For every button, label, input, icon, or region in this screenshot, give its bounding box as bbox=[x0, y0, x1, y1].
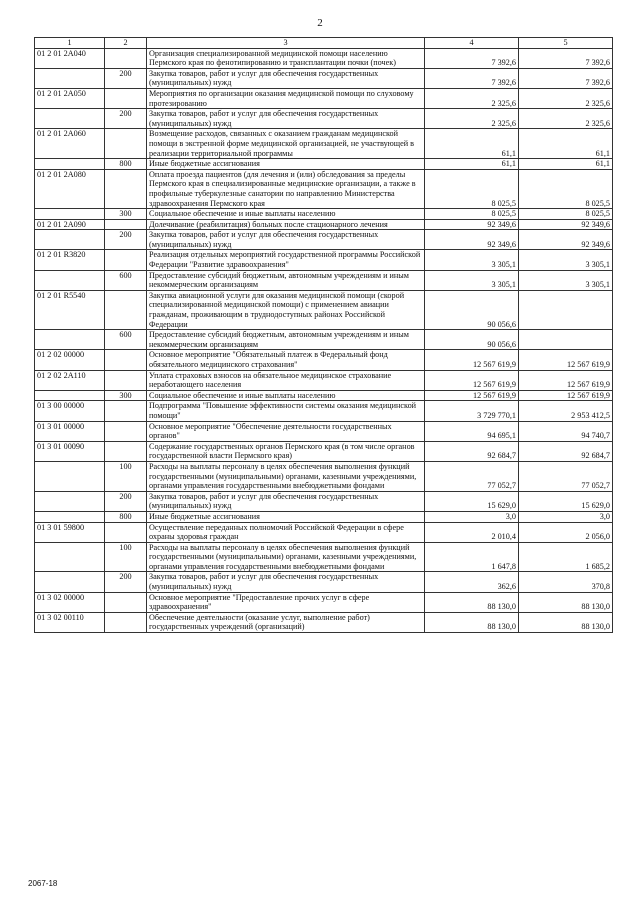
row-value-2: 61,1 bbox=[519, 159, 613, 170]
row-code bbox=[35, 209, 105, 220]
row-value-2 bbox=[519, 290, 613, 329]
table-row bbox=[35, 390, 613, 401]
row-expense-type: 200 bbox=[105, 68, 147, 88]
row-name: Закупка товаров, работ и услуг для обеспечения государственных (муниципальных) нужд bbox=[147, 491, 425, 511]
row-name: Предоставление субсидий бюджетным, автономным учреждениям и иным некоммерческим организациям bbox=[147, 270, 425, 290]
row-expense-type bbox=[105, 250, 147, 270]
table-row bbox=[35, 401, 613, 421]
header-col-1: 1 bbox=[35, 38, 105, 49]
row-value-1: 3 729 770,1 bbox=[425, 401, 519, 421]
row-name: Социальное обеспечение и иные выплаты населению bbox=[147, 390, 425, 401]
row-value-2: 1 685,2 bbox=[519, 542, 613, 572]
row-code: 01 2 02 00000 bbox=[35, 350, 105, 370]
table-row bbox=[35, 219, 613, 230]
row-expense-type bbox=[105, 421, 147, 441]
row-code bbox=[35, 390, 105, 401]
row-value-1: 2 010,4 bbox=[425, 522, 519, 542]
row-expense-type bbox=[105, 401, 147, 421]
row-value-1: 8 025,5 bbox=[425, 169, 519, 208]
table-row bbox=[35, 250, 613, 270]
row-value-1: 61,1 bbox=[425, 159, 519, 170]
row-value-1: 77 052,7 bbox=[425, 461, 519, 491]
table-row bbox=[35, 511, 613, 522]
table-row bbox=[35, 350, 613, 370]
row-expense-type: 300 bbox=[105, 390, 147, 401]
row-expense-type: 100 bbox=[105, 461, 147, 491]
row-name: Подпрограмма "Повышение эффективности системы оказания медицинской помощи" bbox=[147, 401, 425, 421]
row-name: Обеспечение деятельности (оказание услуг, выполнение работ) государственных учреждений (организаций) bbox=[147, 612, 425, 632]
row-value-2: 370,8 bbox=[519, 572, 613, 592]
row-value-1: 7 392,6 bbox=[425, 68, 519, 88]
row-code: 01 2 02 2А110 bbox=[35, 370, 105, 390]
table-row bbox=[35, 370, 613, 390]
row-expense-type: 800 bbox=[105, 159, 147, 170]
header-col-4: 4 bbox=[425, 38, 519, 49]
table-row bbox=[35, 542, 613, 572]
row-value-1: 88 130,0 bbox=[425, 592, 519, 612]
row-name: Социальное обеспечение и иные выплаты населению bbox=[147, 209, 425, 220]
table-row bbox=[35, 421, 613, 441]
row-value-2 bbox=[519, 330, 613, 350]
row-expense-type: 100 bbox=[105, 542, 147, 572]
row-code: 01 3 01 00090 bbox=[35, 441, 105, 461]
row-value-1: 12 567 619,9 bbox=[425, 390, 519, 401]
table-row bbox=[35, 270, 613, 290]
row-expense-type bbox=[105, 169, 147, 208]
row-code bbox=[35, 330, 105, 350]
row-code bbox=[35, 542, 105, 572]
table-row bbox=[35, 441, 613, 461]
row-code: 01 2 01 R5540 bbox=[35, 290, 105, 329]
row-value-1: 92 684,7 bbox=[425, 441, 519, 461]
row-code: 01 2 01 2А090 bbox=[35, 219, 105, 230]
row-value-2: 12 567 619,9 bbox=[519, 370, 613, 390]
row-value-2: 3 305,1 bbox=[519, 250, 613, 270]
row-value-1: 8 025,5 bbox=[425, 209, 519, 220]
row-code: 01 3 02 00110 bbox=[35, 612, 105, 632]
row-value-2: 61,1 bbox=[519, 129, 613, 159]
row-name: Оплата проезда пациентов (для лечения и (или) обследования за пределы Пермского края в специализированные медицинские организации, а также в профильные туберкулезные санатории по направлению Министерства здравоохранения Пермского края bbox=[147, 169, 425, 208]
row-value-2: 7 392,6 bbox=[519, 68, 613, 88]
page-number: 2 bbox=[317, 17, 323, 29]
row-value-1: 1 647,8 bbox=[425, 542, 519, 572]
row-code: 01 2 01 2А040 bbox=[35, 48, 105, 68]
row-value-1: 362,6 bbox=[425, 572, 519, 592]
table-row bbox=[35, 169, 613, 208]
row-value-2: 3 305,1 bbox=[519, 270, 613, 290]
row-code bbox=[35, 159, 105, 170]
budget-table bbox=[34, 37, 613, 633]
row-value-1: 88 130,0 bbox=[425, 612, 519, 632]
row-name: Содержание государственных органов Пермского края (в том числе органов государственной власти Пермского края) bbox=[147, 441, 425, 461]
row-expense-type bbox=[105, 522, 147, 542]
row-name: Иные бюджетные ассигнования bbox=[147, 159, 425, 170]
row-name: Предоставление субсидий бюджетным, автономным учреждениям и иным некоммерческим организациям bbox=[147, 330, 425, 350]
row-value-2: 3,0 bbox=[519, 511, 613, 522]
row-value-1: 3 305,1 bbox=[425, 250, 519, 270]
row-expense-type bbox=[105, 370, 147, 390]
row-value-2: 8 025,5 bbox=[519, 169, 613, 208]
row-value-2: 7 392,6 bbox=[519, 48, 613, 68]
table-row bbox=[35, 230, 613, 250]
row-name: Закупка товаров, работ и услуг для обеспечения государственных (муниципальных) нужд bbox=[147, 109, 425, 129]
row-code: 01 2 01 2А060 bbox=[35, 129, 105, 159]
row-name: Иные бюджетные ассигнования bbox=[147, 511, 425, 522]
table-row bbox=[35, 522, 613, 542]
table-row bbox=[35, 109, 613, 129]
row-value-2: 92 349,6 bbox=[519, 219, 613, 230]
row-value-1: 61,1 bbox=[425, 129, 519, 159]
row-expense-type bbox=[105, 88, 147, 108]
row-expense-type bbox=[105, 350, 147, 370]
row-value-2: 2 953 412,5 bbox=[519, 401, 613, 421]
row-code: 01 3 02 00000 bbox=[35, 592, 105, 612]
row-code bbox=[35, 270, 105, 290]
row-expense-type: 200 bbox=[105, 109, 147, 129]
row-value-1: 12 567 619,9 bbox=[425, 370, 519, 390]
row-name: Организация специализированной медицинской помощи населению Пермского края по фенотипированию и трансплантации почки (почек) bbox=[147, 48, 425, 68]
row-code bbox=[35, 109, 105, 129]
row-value-2: 12 567 619,9 bbox=[519, 390, 613, 401]
row-expense-type bbox=[105, 129, 147, 159]
row-value-2: 92 349,6 bbox=[519, 230, 613, 250]
row-name: Закупка товаров, работ и услуг для обеспечения государственных (муниципальных) нужд bbox=[147, 68, 425, 88]
row-name: Расходы на выплаты персоналу в целях обеспечения выполнения функций государственными (муниципальными) органами, казенными учреждениями, органами управления государственными внебюджетными фондами bbox=[147, 461, 425, 491]
table-row bbox=[35, 159, 613, 170]
row-value-2: 2 325,6 bbox=[519, 88, 613, 108]
header-col-2: 2 bbox=[105, 38, 147, 49]
row-value-1: 2 325,6 bbox=[425, 109, 519, 129]
row-value-1: 92 349,6 bbox=[425, 219, 519, 230]
row-value-1: 90 056,6 bbox=[425, 330, 519, 350]
row-code: 01 2 01 2А050 bbox=[35, 88, 105, 108]
row-name: Закупка товаров, работ и услуг для обеспечения государственных (муниципальных) нужд bbox=[147, 230, 425, 250]
row-name: Основное мероприятие "Предоставление прочих услуг в сфере здравоохранения" bbox=[147, 592, 425, 612]
row-value-1: 90 056,6 bbox=[425, 290, 519, 329]
table-row bbox=[35, 290, 613, 329]
row-name: Возмещение расходов, связанных с оказанием гражданам медицинской помощи в экстренной форме медицинской организацией, не участвующей в реализации территориальной программы bbox=[147, 129, 425, 159]
row-value-2: 88 130,0 bbox=[519, 592, 613, 612]
table-row bbox=[35, 88, 613, 108]
row-expense-type bbox=[105, 612, 147, 632]
row-value-1: 7 392,6 bbox=[425, 48, 519, 68]
table-row bbox=[35, 48, 613, 68]
row-value-2: 12 567 619,9 bbox=[519, 350, 613, 370]
table-row bbox=[35, 592, 613, 612]
row-value-1: 15 629,0 bbox=[425, 491, 519, 511]
row-expense-type: 600 bbox=[105, 330, 147, 350]
row-code bbox=[35, 572, 105, 592]
row-value-2: 88 130,0 bbox=[519, 612, 613, 632]
row-expense-type bbox=[105, 592, 147, 612]
row-expense-type: 800 bbox=[105, 511, 147, 522]
row-code bbox=[35, 68, 105, 88]
row-name: Осуществление переданных полномочий Российской Федерации в сфере охраны здоровья граждан bbox=[147, 522, 425, 542]
row-expense-type: 200 bbox=[105, 572, 147, 592]
row-value-1: 3 305,1 bbox=[425, 270, 519, 290]
row-name: Долечивание (реабилитация) больных после стационарного лечения bbox=[147, 219, 425, 230]
row-value-2: 2 056,0 bbox=[519, 522, 613, 542]
row-name: Закупка авиационной услуги для оказания медицинской помощи (скорой специализированной медицинской помощи) с применением авиации гражданам, проживающим в труднодоступных районах Российской Федерации bbox=[147, 290, 425, 329]
table-row bbox=[35, 491, 613, 511]
row-name: Уплата страховых взносов на обязательное медицинское страхование неработающего населения bbox=[147, 370, 425, 390]
row-code: 01 3 01 00000 bbox=[35, 421, 105, 441]
row-code bbox=[35, 461, 105, 491]
row-name: Реализация отдельных мероприятий государственной программы Российской Федерации "Развитие здравоохранения" bbox=[147, 250, 425, 270]
row-code: 01 3 01 59800 bbox=[35, 522, 105, 542]
row-expense-type bbox=[105, 48, 147, 68]
row-value-2: 15 629,0 bbox=[519, 491, 613, 511]
row-value-1: 3,0 bbox=[425, 511, 519, 522]
row-value-2: 77 052,7 bbox=[519, 461, 613, 491]
row-expense-type: 300 bbox=[105, 209, 147, 220]
row-expense-type bbox=[105, 441, 147, 461]
row-expense-type bbox=[105, 290, 147, 329]
row-name: Мероприятия по организации оказания медицинской помощи по слуховому протезированию bbox=[147, 88, 425, 108]
header-col-5: 5 bbox=[519, 38, 613, 49]
row-name: Основное мероприятие "Обеспечение деятельности государственных органов" bbox=[147, 421, 425, 441]
row-expense-type bbox=[105, 219, 147, 230]
row-code: 01 2 01 R3820 bbox=[35, 250, 105, 270]
header-col-3: 3 bbox=[147, 38, 425, 49]
row-value-1: 2 325,6 bbox=[425, 88, 519, 108]
table-row bbox=[35, 209, 613, 220]
row-code bbox=[35, 230, 105, 250]
row-value-2: 94 740,7 bbox=[519, 421, 613, 441]
row-name: Закупка товаров, работ и услуг для обеспечения государственных (муниципальных) нужд bbox=[147, 572, 425, 592]
header-row bbox=[35, 38, 613, 49]
table-body bbox=[35, 48, 613, 632]
row-expense-type: 600 bbox=[105, 270, 147, 290]
row-code bbox=[35, 511, 105, 522]
table-row bbox=[35, 330, 613, 350]
row-code: 01 2 01 2А080 bbox=[35, 169, 105, 208]
row-value-1: 12 567 619,9 bbox=[425, 350, 519, 370]
row-value-2: 8 025,5 bbox=[519, 209, 613, 220]
table-row bbox=[35, 612, 613, 632]
table-row bbox=[35, 129, 613, 159]
row-code bbox=[35, 491, 105, 511]
row-expense-type: 200 bbox=[105, 230, 147, 250]
row-value-1: 94 695,1 bbox=[425, 421, 519, 441]
row-name: Основное мероприятие "Обязательный платеж в Федеральный фонд обязательного медицинского страхования" bbox=[147, 350, 425, 370]
row-value-2: 92 684,7 bbox=[519, 441, 613, 461]
row-value-2: 2 325,6 bbox=[519, 109, 613, 129]
row-value-1: 92 349,6 bbox=[425, 230, 519, 250]
table-row bbox=[35, 572, 613, 592]
row-code: 01 3 00 00000 bbox=[35, 401, 105, 421]
table-row bbox=[35, 461, 613, 491]
row-expense-type: 200 bbox=[105, 491, 147, 511]
row-name: Расходы на выплаты персоналу в целях обеспечения выполнения функций государственными (муниципальными) органами, казенными учреждениями, органами управления государственными внебюджетными фондами bbox=[147, 542, 425, 572]
document-number: 2067-18 bbox=[28, 879, 58, 888]
table-row bbox=[35, 68, 613, 88]
